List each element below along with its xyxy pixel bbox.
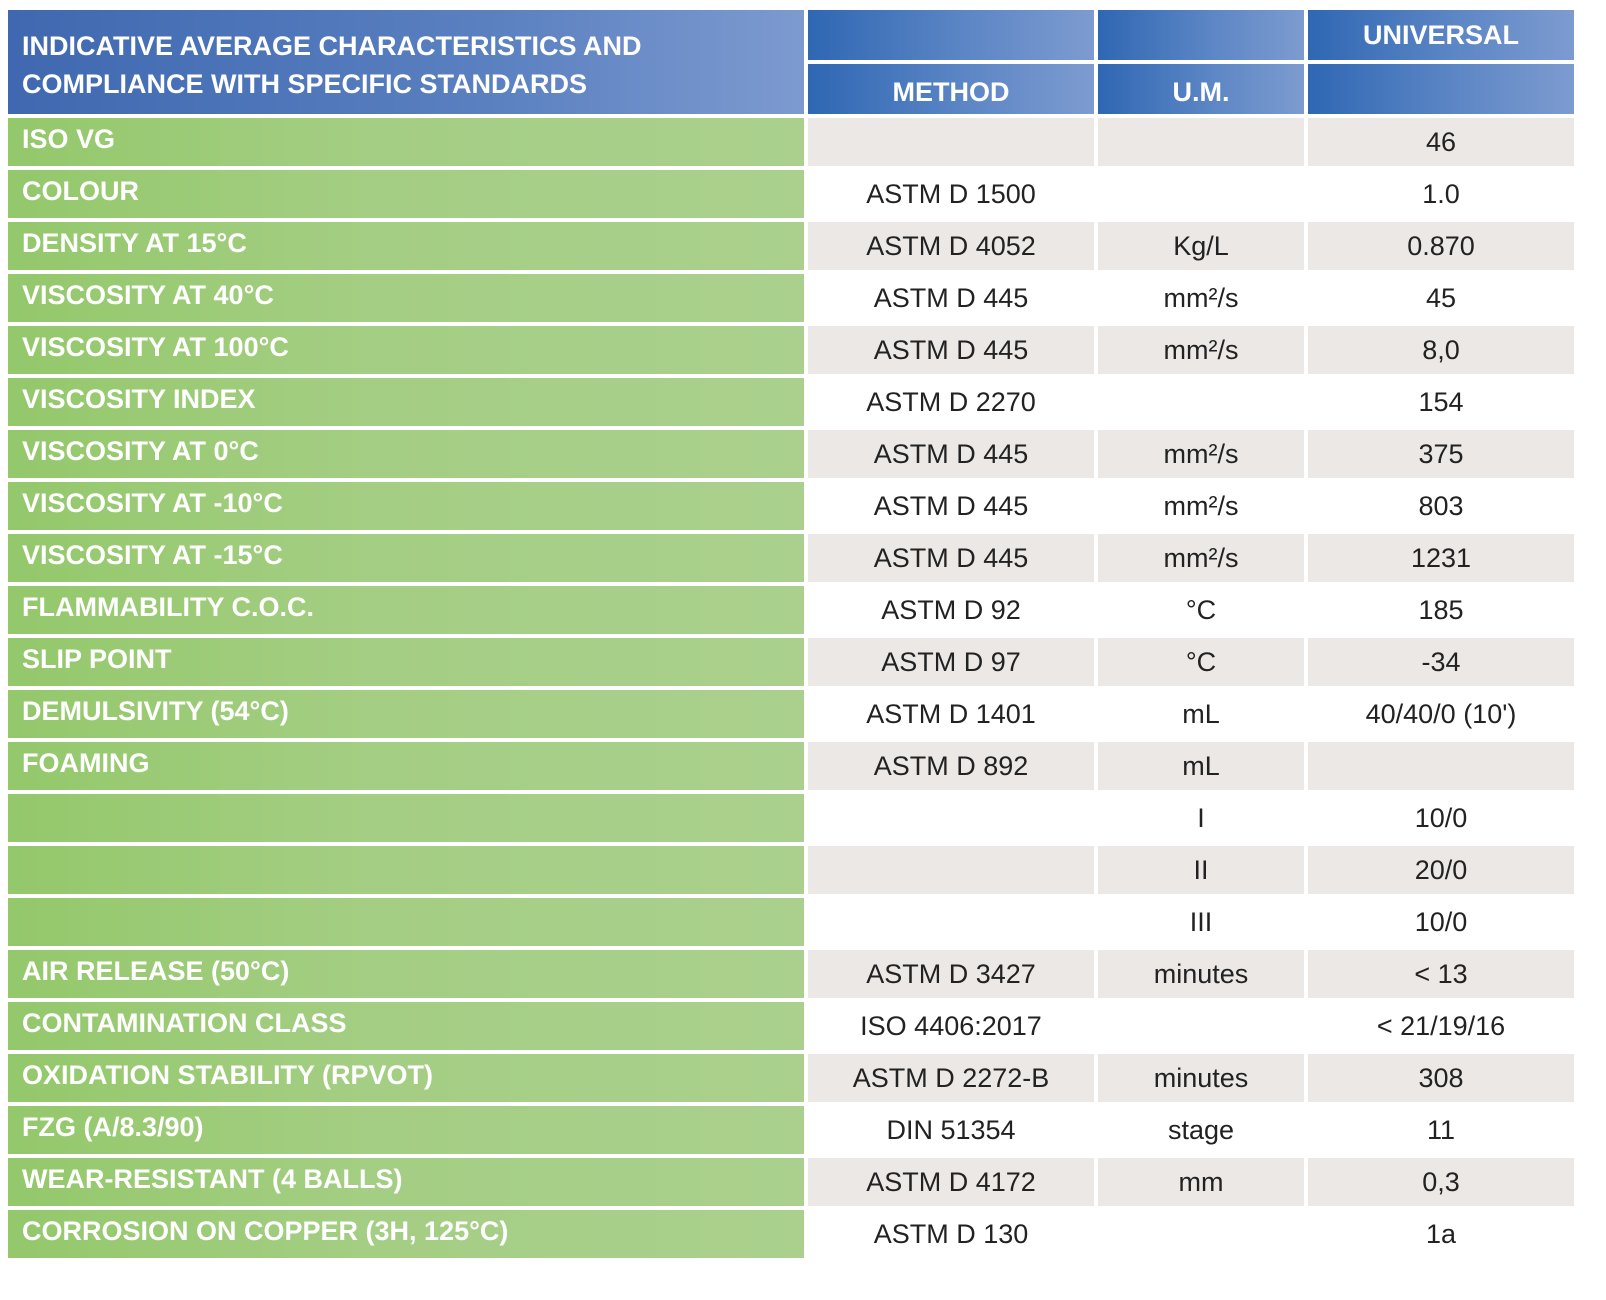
row-label: VISCOSITY AT -15°C (8, 534, 804, 582)
row-value: 10/0 (1308, 794, 1574, 842)
row-value: 11 (1308, 1106, 1574, 1154)
table-row (8, 326, 1574, 374)
row-method (808, 794, 1094, 842)
row-method: ASTM D 3427 (808, 950, 1094, 998)
row-value: 1a (1308, 1210, 1574, 1258)
table-row (8, 1210, 1574, 1258)
table-row (8, 378, 1574, 426)
row-method: DIN 51354 (808, 1106, 1094, 1154)
row-label (8, 898, 804, 946)
row-value: 154 (1308, 378, 1574, 426)
characteristics-table (4, 6, 1578, 1262)
row-unit: mL (1098, 742, 1304, 790)
row-label: DENSITY AT 15°C (8, 222, 804, 270)
header-spacer-um (1098, 10, 1304, 60)
row-method: ASTM D 4052 (808, 222, 1094, 270)
row-label: DEMULSIVITY (54°C) (8, 690, 804, 738)
row-unit (1098, 1002, 1304, 1050)
row-unit: mm²/s (1098, 430, 1304, 478)
row-method: ASTM D 445 (808, 482, 1094, 530)
row-value (1308, 742, 1574, 790)
row-method: ASTM D 130 (808, 1210, 1094, 1258)
row-method: ASTM D 2272-B (808, 1054, 1094, 1102)
row-value: 375 (1308, 430, 1574, 478)
characteristics-sheet (8, 10, 1598, 1262)
row-unit: mm (1098, 1158, 1304, 1206)
row-unit (1098, 1210, 1304, 1258)
table-row (8, 118, 1574, 166)
row-method: ASTM D 445 (808, 534, 1094, 582)
table-row (8, 274, 1574, 322)
row-label: VISCOSITY AT 0°C (8, 430, 804, 478)
row-label: VISCOSITY AT -10°C (8, 482, 804, 530)
row-unit (1098, 378, 1304, 426)
row-method: ASTM D 445 (808, 274, 1094, 322)
row-label: OXIDATION STABILITY (RPVOT) (8, 1054, 804, 1102)
row-unit: I (1098, 794, 1304, 842)
table-row (8, 482, 1574, 530)
value-column-header-blank (1308, 64, 1574, 114)
row-method: ISO 4406:2017 (808, 1002, 1094, 1050)
table-row (8, 586, 1574, 634)
row-unit: stage (1098, 1106, 1304, 1154)
row-method: ASTM D 1401 (808, 690, 1094, 738)
table-title-line-1: INDICATIVE AVERAGE CHARACTERISTICS AND (22, 31, 642, 61)
row-method (808, 846, 1094, 894)
row-label: AIR RELEASE (50°C) (8, 950, 804, 998)
table-row (8, 1002, 1574, 1050)
table-row (8, 1054, 1574, 1102)
table-row (8, 222, 1574, 270)
row-value: 0.870 (1308, 222, 1574, 270)
row-method: ASTM D 445 (808, 430, 1094, 478)
table-row (8, 690, 1574, 738)
table-row (8, 794, 1574, 842)
row-label: WEAR-RESISTANT (4 BALLS) (8, 1158, 804, 1206)
row-value: 308 (1308, 1054, 1574, 1102)
row-value: 8,0 (1308, 326, 1574, 374)
row-label (8, 846, 804, 894)
row-value: 10/0 (1308, 898, 1574, 946)
table-header (8, 10, 1574, 114)
row-label: COLOUR (8, 170, 804, 218)
row-unit: °C (1098, 586, 1304, 634)
row-unit (1098, 170, 1304, 218)
table-row (8, 430, 1574, 478)
row-method: ASTM D 97 (808, 638, 1094, 686)
table-row (8, 1106, 1574, 1154)
row-unit: III (1098, 898, 1304, 946)
row-label: VISCOSITY AT 100°C (8, 326, 804, 374)
row-method (808, 898, 1094, 946)
table-row (8, 950, 1574, 998)
product-name-header: UNIVERSAL (1308, 10, 1574, 60)
row-label: CORROSION ON COPPER (3H, 125°C) (8, 1210, 804, 1258)
um-column-header: U.M. (1098, 64, 1304, 114)
row-unit: Kg/L (1098, 222, 1304, 270)
row-unit: mL (1098, 690, 1304, 738)
row-unit: minutes (1098, 950, 1304, 998)
row-label: FZG (A/8.3/90) (8, 1106, 804, 1154)
row-method (808, 118, 1094, 166)
row-unit: °C (1098, 638, 1304, 686)
row-label: CONTAMINATION CLASS (8, 1002, 804, 1050)
row-label (8, 794, 804, 842)
row-method: ASTM D 445 (808, 326, 1094, 374)
table-row (8, 638, 1574, 686)
row-label: SLIP POINT (8, 638, 804, 686)
row-value: 803 (1308, 482, 1574, 530)
row-unit: II (1098, 846, 1304, 894)
row-label: ISO VG (8, 118, 804, 166)
table-row (8, 742, 1574, 790)
table-row (8, 846, 1574, 894)
row-label: VISCOSITY INDEX (8, 378, 804, 426)
row-value: < 13 (1308, 950, 1574, 998)
row-unit (1098, 118, 1304, 166)
row-unit: mm²/s (1098, 274, 1304, 322)
row-value: 40/40/0 (10') (1308, 690, 1574, 738)
row-value: -34 (1308, 638, 1574, 686)
table-title (8, 10, 804, 114)
table-row (8, 170, 1574, 218)
row-label: FLAMMABILITY C.O.C. (8, 586, 804, 634)
row-unit: mm²/s (1098, 534, 1304, 582)
table-body (8, 118, 1574, 1258)
row-value: < 21/19/16 (1308, 1002, 1574, 1050)
row-value: 45 (1308, 274, 1574, 322)
row-value: 46 (1308, 118, 1574, 166)
row-value: 1.0 (1308, 170, 1574, 218)
table-title-line-2: COMPLIANCE WITH SPECIFIC STANDARDS (22, 69, 587, 99)
table-row (8, 534, 1574, 582)
row-value: 185 (1308, 586, 1574, 634)
row-method: ASTM D 4172 (808, 1158, 1094, 1206)
method-column-header: METHOD (808, 64, 1094, 114)
row-method: ASTM D 2270 (808, 378, 1094, 426)
table-row (8, 898, 1574, 946)
row-method: ASTM D 892 (808, 742, 1094, 790)
row-unit: mm²/s (1098, 482, 1304, 530)
row-label: VISCOSITY AT 40°C (8, 274, 804, 322)
header-spacer-method (808, 10, 1094, 60)
row-value: 1231 (1308, 534, 1574, 582)
row-method: ASTM D 92 (808, 586, 1094, 634)
row-unit: mm²/s (1098, 326, 1304, 374)
row-unit: minutes (1098, 1054, 1304, 1102)
row-method: ASTM D 1500 (808, 170, 1094, 218)
row-value: 0,3 (1308, 1158, 1574, 1206)
row-value: 20/0 (1308, 846, 1574, 894)
row-label: FOAMING (8, 742, 804, 790)
table-row (8, 1158, 1574, 1206)
